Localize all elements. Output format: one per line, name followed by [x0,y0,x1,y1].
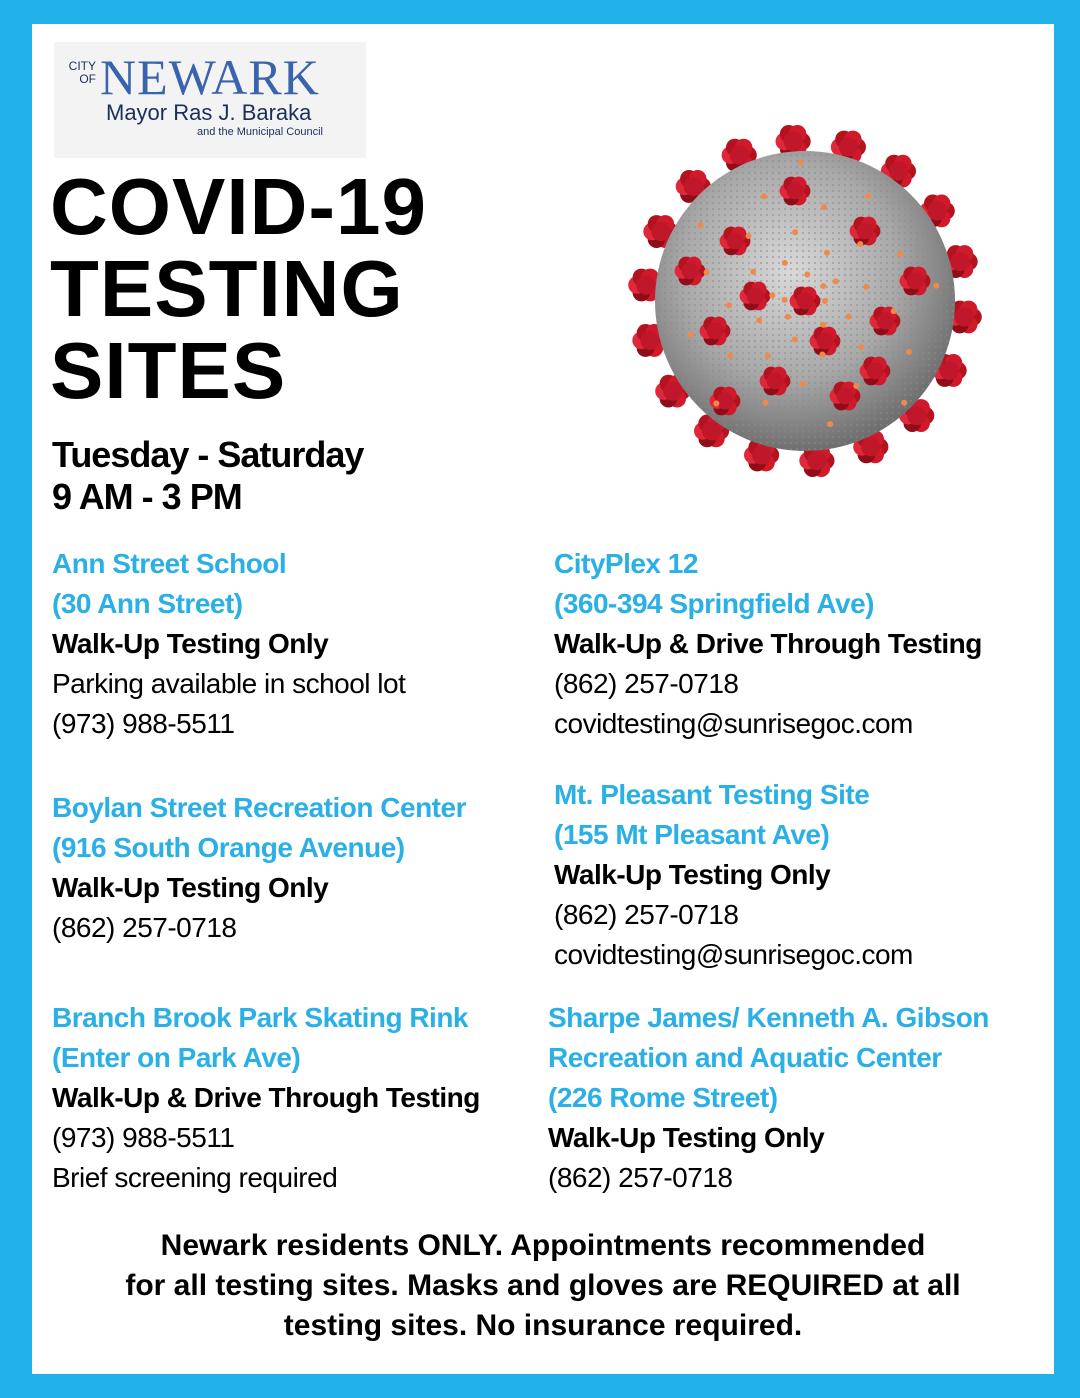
surface-dot [824,250,830,256]
newark-wordmark: NEWARK [100,49,320,105]
surface-dot [761,193,767,199]
surface-dot [822,298,828,304]
schedule-hours: 9 AM - 3 PM [52,476,242,517]
city-logo [54,42,366,158]
site-email: covidtesting@sunrisegoc.com [554,939,913,970]
surface-dot [792,229,798,235]
footer-line-1: Newark residents ONLY. Appointments recommended [160,1229,926,1262]
flyer [32,24,1054,1374]
footer-line-3: testing sites. No insurance required. [283,1309,803,1342]
site-name: Mt. Pleasant Testing Site [554,779,870,810]
site-phone: (862) 257-0718 [554,668,739,699]
surface-dot [820,322,826,328]
site-ann-street-school [52,544,552,744]
surface-dot [906,349,912,355]
surface-dot [704,269,710,275]
surface-dot [827,421,833,427]
site-testing-type: Walk-Up Testing Only [52,872,329,903]
surface-dot [746,233,752,239]
site-testing-type: Walk-Up Testing Only [52,628,329,659]
surface-dot [901,400,907,406]
site-note: Parking available in school lot [52,668,406,699]
site-phone: (973) 988-5511 [52,1122,235,1153]
site-phone: (973) 988-5511 [52,708,235,739]
surface-dot [800,381,806,387]
surface-dot [765,353,771,359]
surface-dot [750,269,756,275]
site-address: (360-394 Springfield Ave) [554,588,874,619]
surface-dot [833,278,839,284]
surface-dot [933,283,939,289]
surface-dot [853,383,859,389]
site-mt-pleasant [554,775,1054,975]
mayor-name: Mayor Ras J. Baraka [106,100,312,125]
surface-dot [897,251,903,257]
surface-dot [727,353,733,359]
site-name: Branch Brook Park Skating Rink [52,1002,469,1033]
site-name: Sharpe James/ Kenneth A. Gibson [548,1002,989,1033]
footer-notice [32,1226,1054,1346]
surface-dot [726,302,732,308]
page-title [50,162,427,415]
site-phone: (862) 257-0718 [52,912,237,943]
surface-dot [713,401,719,407]
surface-dot [891,308,897,314]
city-of-label: CITY OF [68,59,96,86]
footer-line-2: for all testing sites. Masks and gloves are REQUIRED at all [125,1269,961,1302]
surface-dot [763,400,769,406]
surface-dot [792,337,798,343]
surface-dot [798,159,804,165]
surface-dot [863,284,869,290]
site-cityplex-12 [554,544,1054,744]
surface-dot [819,352,825,358]
spike-protein [860,357,891,386]
spike-protein [900,267,931,296]
surface-dot [782,260,788,266]
site-testing-type: Walk-Up & Drive Through Testing [554,628,982,659]
site-branch-brook-park [52,998,552,1198]
surface-dot [688,332,694,338]
title-line-2: TESTING [50,244,404,333]
site-name: CityPlex 12 [554,548,698,579]
surface-dot [698,222,704,228]
schedule [52,434,363,518]
site-testing-type: Walk-Up Testing Only [554,859,831,890]
site-phone: (862) 257-0718 [554,899,739,930]
site-name-line-2: Recreation and Aquatic Center [548,1042,942,1073]
schedule-days: Tuesday - Saturday [52,434,364,475]
surface-dot [756,317,762,323]
site-note: Brief screening required [52,1162,338,1193]
site-address: (30 Ann Street) [52,588,243,619]
surface-dot [820,283,826,289]
coronavirus-image [614,110,996,492]
surface-dot [785,314,791,320]
site-email: covidtesting@sunrisegoc.com [554,708,913,739]
site-testing-type: Walk-Up Testing Only [548,1122,825,1153]
title-line-1: COVID-19 [50,162,427,251]
surface-dot [804,272,810,278]
site-name: Ann Street School [52,548,287,579]
surface-dot [769,292,775,298]
site-sharpe-james-gibson [548,998,1048,1198]
site-phone: (862) 257-0718 [548,1162,733,1193]
surface-dot [865,193,871,199]
surface-dot [782,297,788,303]
surface-dot [846,314,852,320]
site-address: (916 South Orange Avenue) [52,832,405,863]
site-name: Boylan Street Recreation Center [52,792,466,823]
surface-dot [857,241,863,247]
site-boylan-street [52,788,552,948]
site-testing-type: Walk-Up & Drive Through Testing [52,1082,480,1113]
site-address: (155 Mt Pleasant Ave) [554,819,830,850]
surface-dot [821,204,827,210]
title-line-3: SITES [50,326,287,415]
surface-dot [858,344,864,350]
site-address: (Enter on Park Ave) [52,1042,301,1073]
council-label: and the Municipal Council [197,126,323,138]
site-address: (226 Rome Street) [548,1082,778,1113]
